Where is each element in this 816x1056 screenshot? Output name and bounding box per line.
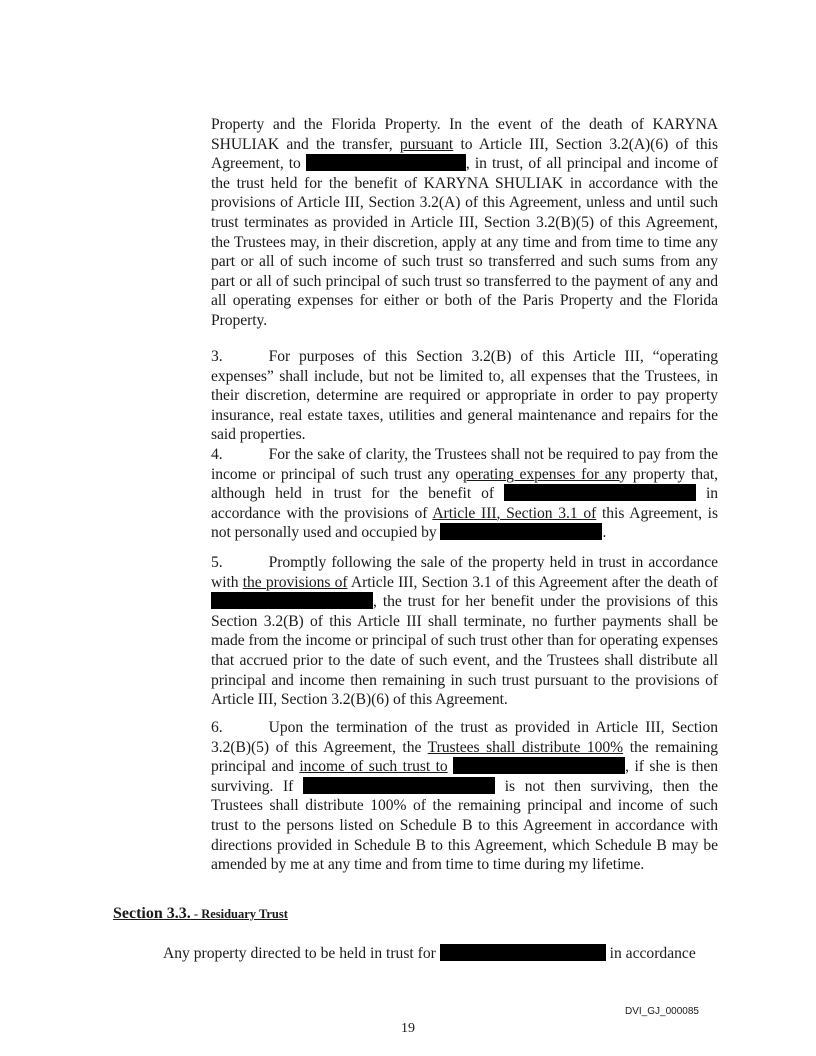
page-number: 19 [401,1021,415,1036]
redaction-box [303,777,495,794]
underlined-text: Article III, Section 3.1 of [432,504,597,522]
paragraph-number: 6. [211,719,223,736]
text: in accordance [605,945,696,962]
section-number: Section 3.3. [113,905,191,922]
paragraph-number: 5. [211,554,223,571]
bates-number: DVI_GJ_000085 [625,1006,699,1017]
paragraph-continuation [211,115,718,331]
redaction-box [440,523,602,540]
text: in accordance with the provisions of [211,485,718,522]
text: is not then surviving, then the Trustees shall distribute 100% of the remaining principal and income of such trust to the persons listed on Schedule B to this Agreement in accordance with directions provided in Schedule B to this Agreement, which Schedule B may be amended by me at any time and from time to time during my lifetime. [211,777,718,874]
paragraph-4 [211,445,718,543]
text: Promptly following the sale of the property held in trust in accordance with [211,554,718,591]
paragraph-number: 3. [211,348,223,365]
text: , the trust for her benefit under the provisions of this Section 3.2(B) of this Article III shall terminate, no further payments shall be made from the income or principal of such trust other than for operating expenses that accrued prior to the date of such event, and the Trustees shall distribute all principal and income then remaining in such trust pursuant to the provisions of Article III, Section 3.2(B)(6) of this Agreement. [211,593,718,709]
text: , if she is then surviving. If [211,758,718,795]
text: Property and the Florida Property. In the event of the death of KARYNA SHULIAK and the transfer, [211,116,718,153]
section-heading [113,905,288,923]
text: Upon the termination of the trust as provided in Article III, Section 3.2(B)(5) of this Agreement, the [211,719,718,756]
redaction-box [453,757,625,774]
text: to Article III, Section 3.2(A)(6) of this Agreement, to [211,135,718,173]
text: , in trust, of all principal and income of the trust held for the benefit of KARYNA SHULIAK in accordance with the provisions of Article III, Section 3.2(A) of this Agreement, unless and until such trust terminates as provided in Article III, Section 3.2(B)(5) of this Agreement, the Trustees may, in their discretion, apply at any time and from time to time any part or all of such income of such trust so transferred and such sums from any part or all of such principal of such trust so transferred to the payment of any and all operating expenses for either or both of the Paris Property and the Florida Property. [211,155,718,329]
paragraph-6 [211,718,718,875]
paragraph-5 [211,553,718,710]
underlined-text: pursuant [399,135,454,153]
redaction-box [306,154,466,171]
redaction-box [504,484,696,501]
text: Article III, Section 3.1 of this Agreement after the death of [347,573,719,591]
underlined-text: the provisions of [242,573,348,591]
text: . [602,524,607,542]
text: For purposes of this Section 3.2(B) of this Article III, “operating expenses” shall include, but not be limited to, all expenses that the Trustees, in their discretion, determine are required or appropriate in order to pay property insurance, real estate taxes, utilities and general maintenance and repairs for the said properties. [211,348,718,444]
paragraph-3 [211,347,718,445]
text: this Agreement, is not personally used and occupied by [211,504,718,542]
redaction-box [211,592,373,609]
paragraph-number: 4. [211,446,223,463]
section-text [163,944,723,964]
underlined-text: Trustees shall distribute 100% [427,738,624,756]
underlined-text: perating expenses for an [463,465,620,483]
underlined-text: income of such trust to [299,758,448,776]
text: the remaining principal and [211,738,718,776]
section-title: - Residuary Trust [190,907,288,921]
text: For the sake of clarity, the Trustees shall not be required to pay from the income or principal of such trust any o [211,446,718,483]
text: y property that, although held in trust for the benefit of [211,465,718,503]
redaction-box [440,944,606,961]
text: Any property directed to be held in trust for [163,945,440,962]
